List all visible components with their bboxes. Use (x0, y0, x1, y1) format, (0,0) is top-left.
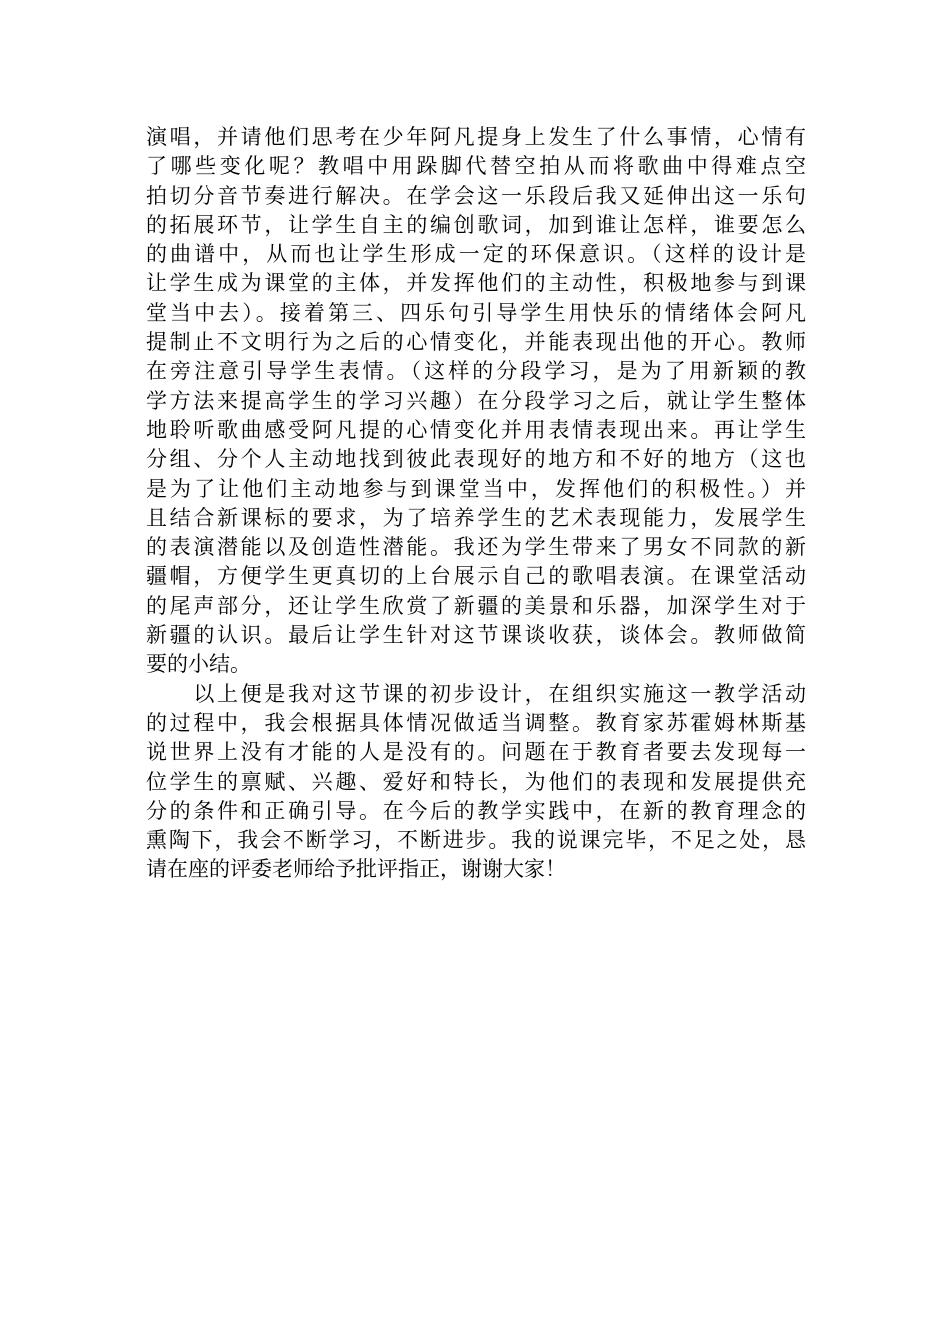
text-line: 位学生的禀赋、兴趣、爱好和特长，为他们的表现和发展提供充 (146, 769, 806, 794)
text-line: 要的小结。 (146, 652, 251, 677)
text-line: 学方法来提高学生的学习兴趣）在分段学习之后，就让学生整体 (146, 388, 806, 413)
text-line: 分的条件和正确引导。在今后的教学实践中，在新的教育理念的 (146, 798, 806, 823)
text-line: 的过程中，我会根据具体情况做适当调整。教育家苏霍姆林斯基 (146, 710, 806, 735)
text-line: 在旁注意引导学生表情。（这样的分段学习，是为了用新颖的教 (146, 359, 806, 384)
text-line: 堂当中去）。接着第三、四乐句引导学生用快乐的情绪体会阿凡 (146, 300, 806, 325)
text-line: 的曲谱中，从而也让学生形成一定的环保意识。（这样的设计是 (146, 242, 806, 267)
paragraph-2 (146, 680, 806, 885)
text-line: 拍切分音节奏进行解决。在学会这一乐段后我又延伸出这一乐句 (146, 183, 806, 208)
text-line: 疆帽，方便学生更真切的上台展示自己的歌唱表演。在课堂活动 (146, 564, 806, 589)
text-line: 的表演潜能以及创造性潜能。我还为学生带来了男女不同款的新 (146, 535, 806, 560)
text-line: 的拓展环节，让学生自主的编创歌词，加到谁让怎样，谁要怎么 (146, 212, 806, 237)
text-line: 熏陶下，我会不断学习，不断进步。我的说课完毕，不足之处，恳 (146, 828, 806, 853)
text-line: 的尾声部分，还让学生欣赏了新疆的美景和乐器，加深学生对于 (146, 593, 806, 618)
paragraph-1 (146, 123, 806, 680)
text-line: 请在座的评委老师给予批评指正，谢谢大家！ (146, 857, 566, 882)
text-line: 让学生成为课堂的主体，并发挥他们的主动性，积极地参与到课 (146, 271, 806, 296)
text-line: 地聆听歌曲感受阿凡提的心情变化并用表情表现出来。再让学生 (146, 417, 806, 442)
text-line: 了哪些变化呢？教唱中用跺脚代替空拍从而将歌曲中得难点空 (146, 154, 806, 179)
text-line: 演唱，并请他们思考在少年阿凡提身上发生了什么事情，心情有 (146, 125, 806, 149)
text-line: 分组、分个人主动地找到彼此表现好的地方和不好的地方（这也 (146, 447, 806, 472)
text-line: 提制止不文明行为之后的心情变化，并能表现出他的开心。教师 (146, 330, 806, 355)
document-body (146, 123, 806, 885)
text-line: 以上便是我对这节课的初步设计，在组织实施这一教学活动 (146, 681, 806, 706)
text-line: 是为了让他们主动地参与到课堂当中，发挥他们的积极性。）并 (146, 476, 806, 501)
text-line: 说世界上没有才能的人是没有的。问题在于教育者要去发现每一 (146, 740, 806, 765)
text-line: 且结合新课标的要求，为了培养学生的艺术表现能力，发展学生 (146, 505, 806, 530)
text-line: 新疆的认识。最后让学生针对这节课谈收获，谈体会。教师做简 (146, 623, 806, 648)
